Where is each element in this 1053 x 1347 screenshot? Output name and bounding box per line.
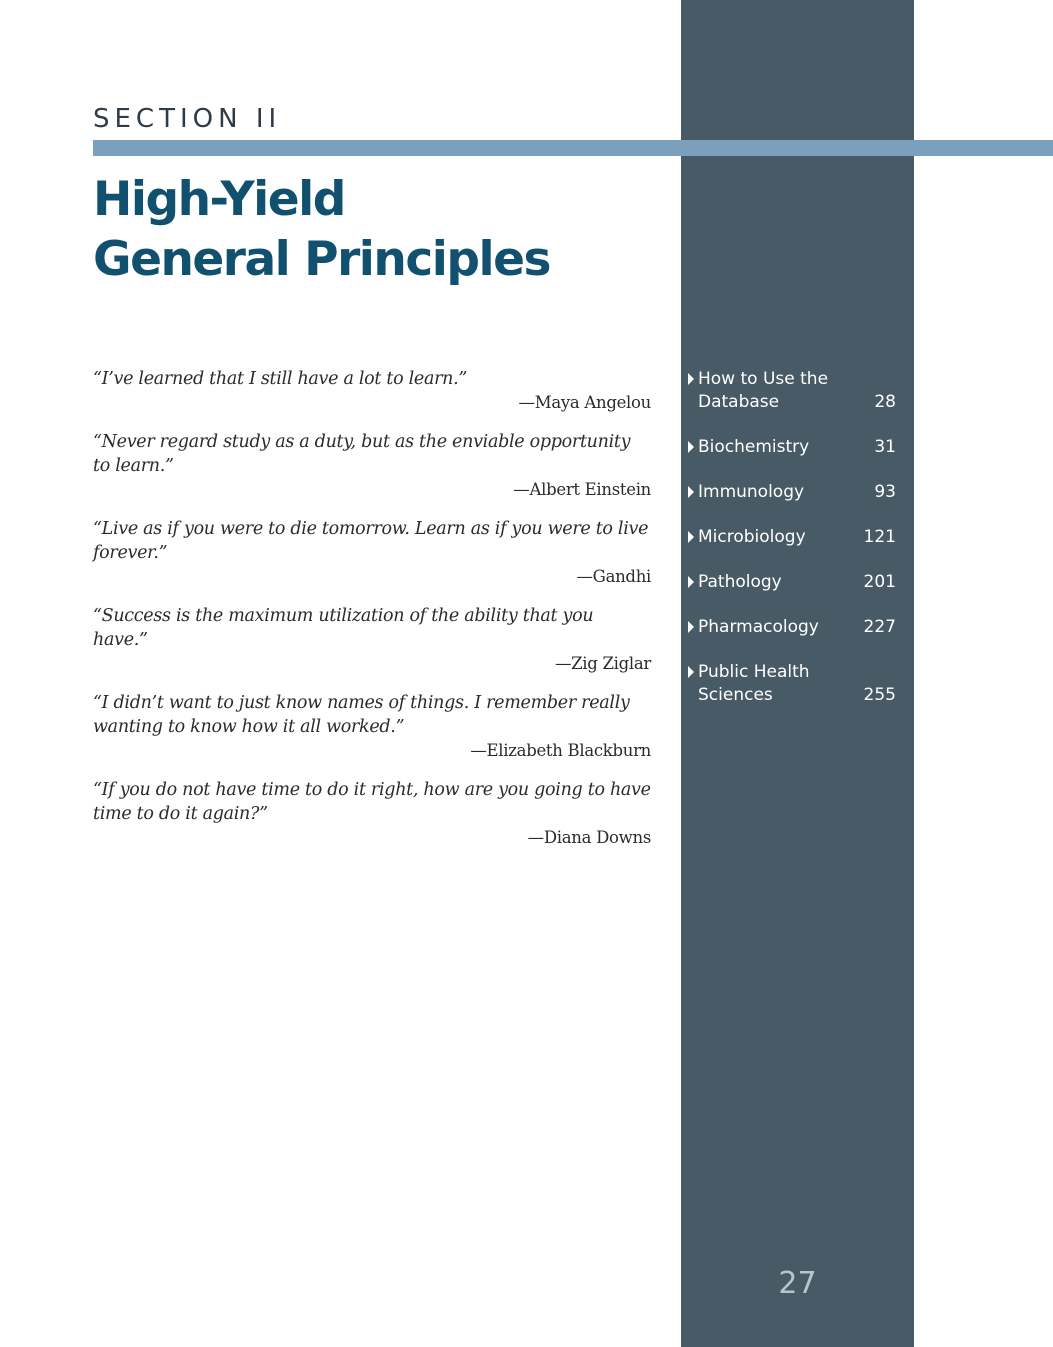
toc-item-pathology[interactable] <box>687 571 896 594</box>
toc-item-page: 227 <box>863 617 896 637</box>
toc-item-how-to-use-database[interactable] <box>687 368 896 414</box>
quote-author: —Zig Ziglar <box>554 654 651 673</box>
toc-item-microbiology[interactable] <box>687 526 896 549</box>
toc-item-label: How to Use the Database <box>698 369 829 412</box>
caret-right-icon <box>688 373 694 385</box>
toc-item-label: Biochemistry <box>698 437 810 457</box>
toc-item-biochemistry[interactable] <box>687 436 896 459</box>
quote-text: “I didn’t want to just know names of things. I remember really wanting to know how it all worked.” <box>93 693 630 737</box>
quote-item <box>93 517 651 589</box>
toc-row <box>698 526 896 549</box>
quotes-list <box>93 367 651 865</box>
quote-text: “Success is the maximum utilization of the ability that you have.” <box>93 606 594 650</box>
toc-item-page: 201 <box>863 572 896 592</box>
section-label: SECTION II <box>93 104 282 134</box>
toc-item-page: 28 <box>874 392 896 412</box>
title-line-2: General Principles <box>93 232 550 287</box>
quote-item <box>93 604 651 676</box>
caret-right-icon <box>688 441 694 453</box>
quote-text: “I’ve learned that I still have a lot to learn.” <box>93 369 468 389</box>
title-line-1: High-Yield <box>93 172 345 227</box>
quote-text: “Never regard study as a duty, but as the enviable opportunity to learn.” <box>93 432 631 476</box>
toc-row <box>698 368 896 414</box>
toc-item-pharmacology[interactable] <box>687 616 896 639</box>
toc-row <box>698 481 896 504</box>
toc-item-label: Microbiology <box>698 527 806 547</box>
caret-right-icon <box>688 576 694 588</box>
quote-author: —Elizabeth Blackburn <box>470 741 651 760</box>
toc-row <box>698 616 896 639</box>
toc-row <box>698 661 896 707</box>
caret-right-icon <box>688 531 694 543</box>
toc-item-page: 31 <box>874 437 896 457</box>
quote-author: —Gandhi <box>576 567 651 586</box>
quote-item <box>93 367 651 415</box>
page-number: 27 <box>778 1266 817 1301</box>
toc-item-label: Immunology <box>698 482 805 502</box>
caret-right-icon <box>688 486 694 498</box>
quote-author: —Albert Einstein <box>513 480 651 499</box>
quote-text: “If you do not have time to do it right, how are you going to have time to do it again?” <box>93 780 651 824</box>
table-of-contents <box>687 368 896 729</box>
toc-item-page: 255 <box>863 685 896 705</box>
quote-item <box>93 778 651 850</box>
page-title <box>93 170 550 290</box>
toc-item-immunology[interactable] <box>687 481 896 504</box>
toc-row <box>698 571 896 594</box>
toc-item-public-health-sciences[interactable] <box>687 661 896 707</box>
toc-item-page: 121 <box>863 527 896 547</box>
quote-author: —Diana Downs <box>527 828 651 847</box>
caret-right-icon <box>688 666 694 678</box>
quote-author: —Maya Angelou <box>518 393 651 412</box>
section-rule-bar <box>93 140 1053 156</box>
toc-item-page: 93 <box>874 482 896 502</box>
caret-right-icon <box>688 621 694 633</box>
quote-text: “Live as if you were to die tomorrow. Learn as if you were to live forever.” <box>93 519 649 563</box>
toc-item-label: Pathology <box>698 572 782 592</box>
toc-item-label: Public Health Sciences <box>698 662 810 705</box>
toc-row <box>698 436 896 459</box>
quote-item <box>93 691 651 763</box>
quote-item <box>93 430 651 502</box>
toc-item-label: Pharmacology <box>698 617 819 637</box>
